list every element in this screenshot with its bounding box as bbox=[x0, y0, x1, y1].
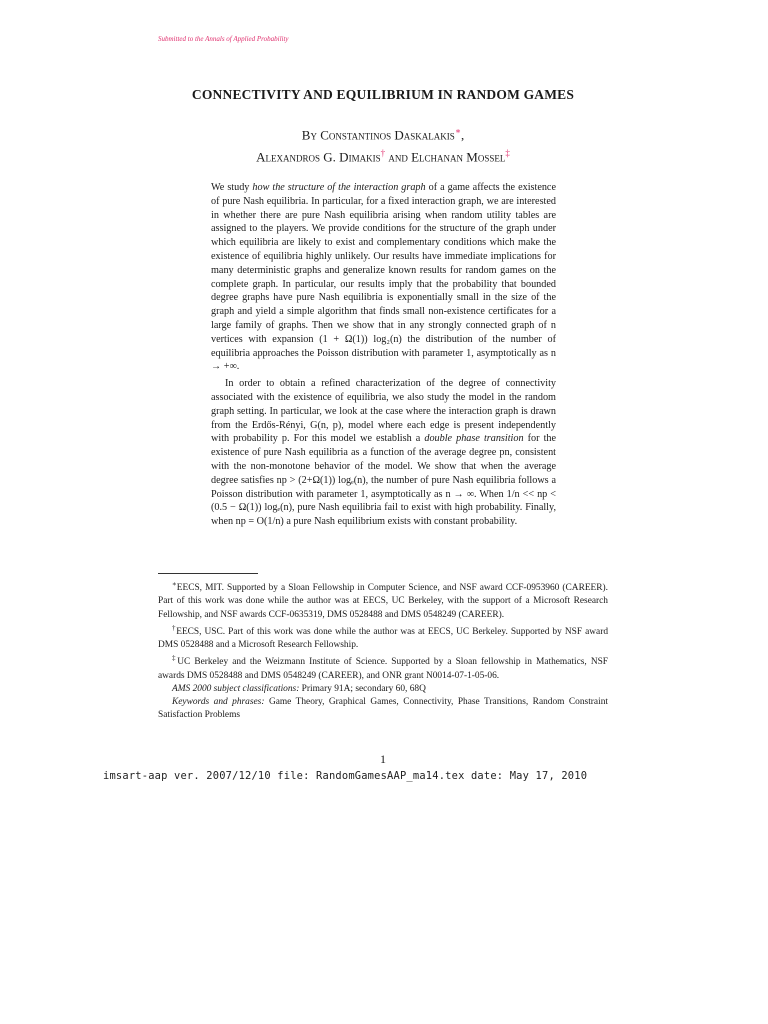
footnote-marker: † bbox=[172, 623, 177, 632]
abstract-emphasis: double phase transition bbox=[424, 433, 524, 445]
keywords bbox=[158, 696, 608, 722]
footnote-mark-1[interactable]: ∗ bbox=[454, 126, 461, 136]
paper-title: CONNECTIVITY AND EQUILIBRIUM IN RANDOM GAMES bbox=[191, 87, 575, 102]
abstract-text: of a game affects the existence of pure Nash equilibria. In particular, for a fixed interaction graph, we are interested in whether there are pure Nash equilibria arising when random utility tables are assigned to the players. We provide conditions for the structure of the graph under which equilibria are likely to exist and complementary conditions which make the existence of equilibria highly unlikely. Our results have immediate implications for many deterministic graphs and generalize known results for random games on the complete graph. In particular, our results imply that the probability that bounded degree graphs have pure Nash equilibria is exponentially small in the size of the graph and yield a simple algorithm that finds small non-existence certificates for a large family of graphs. Then we show that in any strongly connected graph of n vertices with expansion (1 + Ω(1)) log₂(n) the distribution of the number of equilibria approaches the Poisson distribution with parameter 1, asymptotically as n → +∞. bbox=[211, 182, 556, 373]
footnote-2 bbox=[158, 622, 608, 653]
page-number: 1 bbox=[380, 752, 386, 766]
imsart-footer: imsart-aap ver. 2007/12/10 file: RandomGamesAAP_ma14.tex date: May 17, 2010 bbox=[103, 770, 588, 782]
author-daskalakis: By Constantinos Daskalakis bbox=[301, 127, 455, 143]
ams-label: AMS 2000 subject classifications: bbox=[172, 683, 300, 694]
author-line-1 bbox=[158, 122, 608, 144]
author-line-2 bbox=[158, 144, 608, 166]
footnotes bbox=[158, 578, 608, 722]
ams-classification bbox=[158, 683, 608, 696]
abstract-paragraph-2 bbox=[211, 377, 556, 529]
footnote-rule bbox=[158, 573, 258, 574]
abstract-text: In order to obtain a refined characterization of the degree of connectivity associated with the existence of equilibria, we also study the model in the random graph setting. In particular, we look at the case where the interaction graph is drawn from the Erdős-Rényi, G(n, p), model where each edge is present independently with probability p. For this model we establish a bbox=[211, 378, 556, 445]
abstract-text: for the existence of pure Nash equilibria as a function of the average degree pn, consistent with the non-monotone behavior of the model. We show that when the average degree satisfies np > (2+Ω(1)) logₑ(n), the number of pure Nash equilibria follows a Poisson distribution with parameter 1, asymptotically as n → ∞. When 1/n << np < (0.5 − Ω(1)) logₑ(n), pure Nash equilibria fail to exist with high probability. Finally, when np = O(1/n) a pure Nash equilibrium exists with constant probability. bbox=[211, 433, 557, 528]
footnote-text: UC Berkeley and the Weizmann Institute of Science. Supported by a Sloan fellowship in Mathematics, NSF awards DMS 0528488 and DMS 0548249 (CAREER), and ONR grant N0014-07-1-05-06. bbox=[158, 657, 609, 681]
abstract-paragraph-1 bbox=[211, 181, 556, 374]
keywords-value: Game Theory, Graphical Games, Connectivity, Phase Transitions, Random Constraint Satisfaction Problems bbox=[158, 697, 608, 721]
keywords-label: Keywords and phrases: bbox=[172, 697, 265, 707]
author-mossel: Elchanan Mossel bbox=[411, 149, 506, 165]
author-dimakis: Alexandros G. Dimakis bbox=[256, 149, 381, 165]
author-block bbox=[158, 122, 608, 167]
author-and: and bbox=[385, 149, 412, 165]
abstract-emphasis: how the structure of the interaction graph bbox=[252, 182, 426, 193]
footnote-marker: ∗ bbox=[172, 580, 177, 588]
journal-header: Submitted to the Annals of Applied Probability bbox=[158, 35, 289, 43]
footnote-3 bbox=[158, 652, 608, 683]
footnote-mark-3[interactable]: ‡ bbox=[505, 148, 510, 159]
abstract-text: We study bbox=[211, 182, 253, 193]
footnote-marker: ‡ bbox=[172, 654, 178, 663]
footnote-text: EECS, USC. Part of this work was done while the author was at EECS, UC Berkeley. Supported by NSF award DMS 0528488 and a Microsoft Research Fellowship. bbox=[158, 626, 609, 651]
footnote-1 bbox=[158, 578, 608, 622]
abstract bbox=[211, 181, 556, 529]
footnote-text: EECS, MIT. Supported by a Sloan Fellowship in Computer Science, and NSF award CCF-0953960 (CAREER). Part of this work was done while the author was at EECS, UC Berkeley, with the support of a Microsoft Research Fellowship, and NSF awards CCF-0635319, DMS 0528488 and DMS 0548249 (CAREER). bbox=[158, 583, 608, 620]
ams-value: Primary 91A; secondary 60, 68Q bbox=[299, 683, 426, 694]
footnote-mark-2[interactable]: † bbox=[380, 148, 386, 159]
author-separator: , bbox=[460, 127, 465, 143]
